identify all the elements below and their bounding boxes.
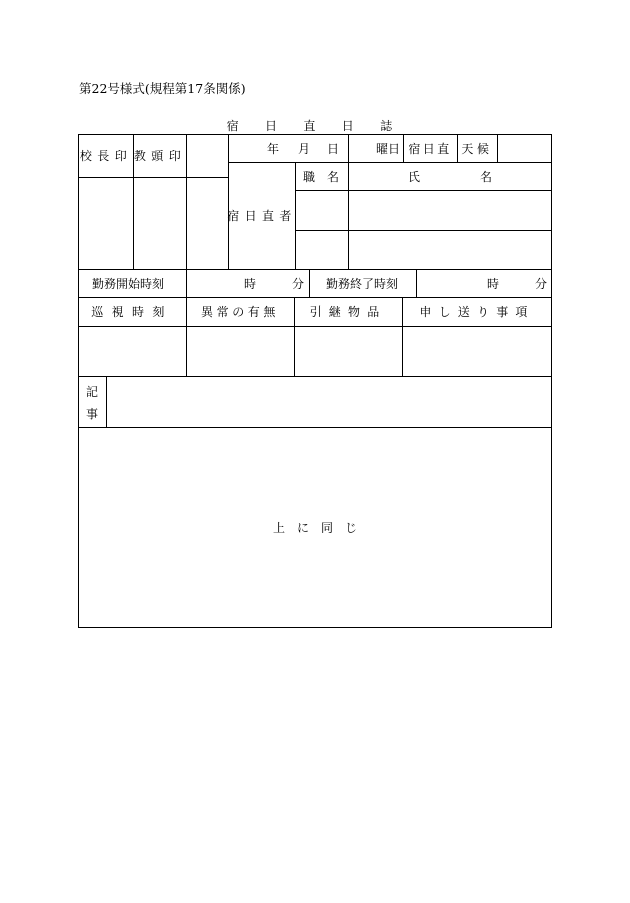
start-minute-unit: 分 (292, 277, 305, 291)
page-title: 宿 日 直 日 誌 (226, 119, 400, 133)
same-as-above-text: 上 に 同 じ (272, 521, 358, 535)
remarks-label-char2: 事 (86, 407, 99, 421)
rule (186, 269, 187, 297)
principal-seal-label: 校長印 (79, 149, 133, 163)
duty-person-label: 宿日直者 (227, 209, 297, 223)
anomaly-header: 異常の有無 (200, 305, 280, 319)
rule (416, 269, 417, 297)
rule (295, 190, 552, 191)
rule (186, 297, 187, 376)
month-label: 月 (298, 142, 311, 156)
rule (348, 162, 349, 269)
rule (78, 427, 552, 428)
rule (78, 297, 552, 298)
rule (186, 134, 187, 269)
start-time-label: 勤務開始時刻 (91, 277, 165, 291)
rule (78, 177, 228, 178)
start-hour-unit: 時 (244, 277, 257, 291)
end-time-label: 勤務終了時刻 (325, 277, 399, 291)
rule (497, 134, 498, 162)
handover-items-header: 引継物品 (309, 305, 387, 319)
rule (78, 326, 552, 327)
rule (106, 376, 107, 427)
patrol-time-header: 巡視時刻 (91, 305, 173, 319)
rule (78, 269, 552, 270)
rule (228, 134, 229, 269)
rule (402, 297, 403, 376)
end-minute-unit: 分 (535, 277, 548, 291)
year-label: 年 (267, 142, 280, 156)
rule (295, 230, 552, 231)
rule (457, 134, 458, 162)
rule (228, 162, 552, 163)
notes-passed-header: 申し送り事項 (419, 305, 535, 319)
weekday-label: 曜日 (376, 142, 401, 156)
weather-label: 天候 (461, 142, 493, 156)
position-label: 職 名 (302, 170, 340, 184)
rule (78, 376, 552, 377)
name-column-label: 氏 名 (407, 170, 493, 184)
duty-type-label: 宿日直 (408, 142, 452, 156)
form-outer-border (78, 134, 552, 628)
vice-principal-seal-label: 教頭印 (133, 149, 187, 163)
end-hour-unit: 時 (487, 277, 500, 291)
remarks-label-char1: 記 (86, 385, 99, 399)
rule (403, 134, 404, 162)
rule (294, 297, 295, 376)
rule (348, 134, 349, 162)
rule (309, 269, 310, 297)
form-number: 第22号様式(規程第17条関係) (79, 81, 246, 96)
day-label: 日 (327, 142, 340, 156)
